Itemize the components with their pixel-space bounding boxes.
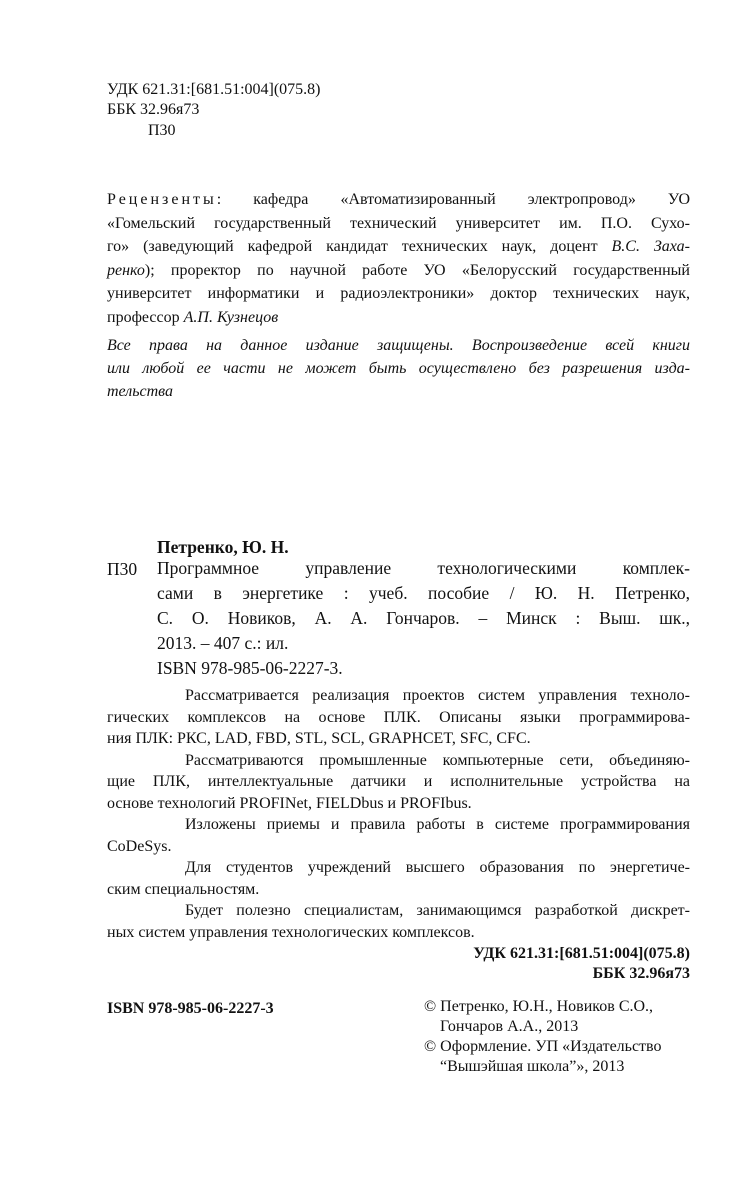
author-code-top: П30 <box>148 122 176 139</box>
reviewers-line <box>107 235 690 259</box>
reviewers-block <box>107 188 690 329</box>
bibliographic-description <box>157 556 690 681</box>
copyright-block <box>424 997 704 1077</box>
author-heading: Петренко, Ю. Н. <box>157 537 289 557</box>
reviewers-line <box>107 306 690 330</box>
bib-line: сами в энергетике : учеб. пособие / Ю. Н. Петренко, <box>157 583 690 603</box>
reviewers-line: «Гомельский государственный технический университет им. П.О. Сухо- <box>107 214 690 232</box>
annotation-line: ским специальностям. <box>107 880 260 898</box>
annotation-line: Рассматриваются промышленные компьютерные сети, объединяю- <box>185 751 690 769</box>
rights-line: тельства <box>107 383 174 400</box>
bib-isbn: ISBN 978-985-06-2227-3. <box>157 658 343 678</box>
reviewers-text: го» (заведующий кафедрой кандидат технических наук, доцент <box>107 238 612 255</box>
copyright-line: © Оформление. УП «Издательство <box>424 1038 662 1055</box>
rights-notice <box>107 334 690 403</box>
bib-line: 2013. – 407 с.: ил. <box>157 633 289 653</box>
reviewers-line <box>107 188 690 212</box>
reviewers-line: университет информатики и радиоэлектроники» доктор технических наук, <box>107 285 690 302</box>
annotation-line: CoDeSys. <box>107 837 172 855</box>
bbk-code-top: ББК 32.96я73 <box>107 101 200 118</box>
reviewers-line <box>107 259 690 283</box>
annotation-line: ных систем управления технологических комплексов. <box>107 923 475 941</box>
reviewers-text: : кафедра «Автоматизированный электропровод» УО <box>216 191 690 208</box>
author-code-bib: П30 <box>107 559 138 579</box>
annotation-line: основе технологий PROFINet, FIELDbus и PROFIbus. <box>107 794 472 812</box>
annotation <box>107 685 690 943</box>
annotation-line: Изложены приемы и правила работы в системе программирования <box>185 816 690 833</box>
annotation-line: щие ПЛК, интеллектуальные датчики и исполнительные устройства на <box>107 773 690 790</box>
rights-line: Все права на данное издание защищены. Воспроизведение всей книги <box>107 337 690 354</box>
rights-line: или любой ее части не может быть осуществлено без разрешения изда- <box>107 360 690 377</box>
annotation-line: ния ПЛК: РКС, LAD, FBD, STL, SCL, GRAPHCET, SFC, CFC. <box>107 730 531 747</box>
reviewers-text: профессор <box>107 308 184 326</box>
reviewer-name: А.П. Кузнецов <box>183 308 279 326</box>
reviewers-label: Рецензенты <box>107 191 217 208</box>
reviewers-text: ); проректор по научной работе УО «Белорусский государственный <box>144 261 690 279</box>
copyright-line: © Петренко, Ю.Н., Новиков С.О., <box>424 998 654 1015</box>
copyright-line: “Вышэйшая школа”», 2013 <box>440 1058 625 1075</box>
bib-line: С. О. Новиков, А. А. Гончаров. – Минск : Выш. шк., <box>157 608 690 628</box>
reviewer-name: В.С. Заха- <box>611 238 690 255</box>
reviewer-name: ренко <box>107 261 145 279</box>
bib-line: Программное управление технологическими комплек- <box>157 558 690 578</box>
isbn-bottom: ISBN 978-985-06-2227-3 <box>107 1000 274 1017</box>
bbk-code-bottom: ББК 32.96я73 <box>592 965 690 982</box>
udc-code-top: УДК 621.31:[681.51:004](075.8) <box>107 81 321 98</box>
annotation-line: Будет полезно специалистам, занимающимся разработкой дискрет- <box>185 902 690 919</box>
annotation-line: Для студентов учреждений высшего образования по энергетиче- <box>185 859 690 876</box>
annotation-line: гических комплексов на основе ПЛК. Описаны языки программирова- <box>107 708 690 726</box>
annotation-line: Рассматривается реализация проектов систем управления техноло- <box>185 687 690 704</box>
copyright-line: Гончаров А.А., 2013 <box>440 1018 579 1035</box>
udc-code-bottom: УДК 621.31:[681.51:004](075.8) <box>473 945 690 962</box>
